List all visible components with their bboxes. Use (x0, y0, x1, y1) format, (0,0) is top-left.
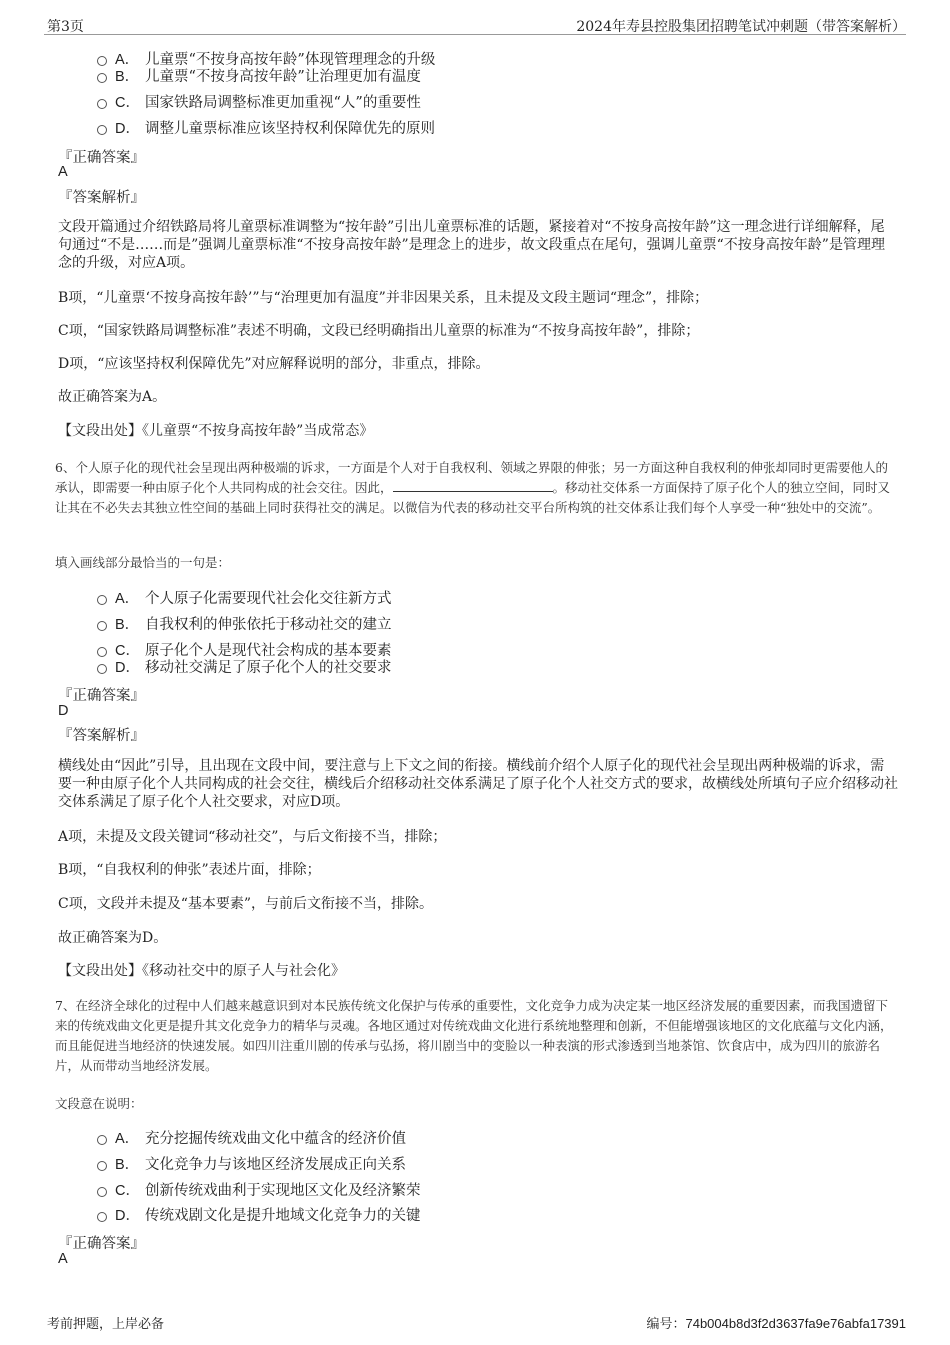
footer-code: 编号：74b004b8d3f2d3637fa9e76abfa17391 (646, 1316, 906, 1332)
q6-option-c[interactable]: C． 原子化个人是现代社会构成的基本要素 (97, 639, 392, 660)
q5-conclusion: 故正确答案为A。 (58, 389, 167, 405)
q6-analysis-main: 横线处由“因此”引导，且出现在文段中间，要注意与上下文之间的衔接。横线前介绍个人原子化的现代社会呈现出两种极端的诉求，需要一种由原子化个人共同构成的社会交往，横线后介绍移动社交体系满足了原子化个人社交方式的要求，故横线处所填句子应介绍移动社交体系满足了原子化个人社交要求，对应D项。 (58, 758, 898, 810)
q5-analysis-b: B项，“儿童票‘不按身高按年龄’”与“治理更加有温度”并非因果关系，且未提及文段主题词“理念”，排除； (58, 290, 709, 306)
q6-analysis-a: A项，未提及文段关键词“移动社交”，与后文衔接不当，排除； (58, 829, 447, 845)
q5-analysis-c: C项，“国家铁路局调整标准”表述不明确，文段已经明确指出儿童票的标准为“不按身高按年龄”，排除； (58, 323, 700, 339)
q6-answer-label: 『正确答案』 (58, 688, 145, 704)
q6-conclusion: 故正确答案为D。 (58, 930, 168, 946)
q5-analysis-main: 文段开篇通过介绍铁路局将儿童票标准调整为“按年龄”引出儿童票标准的话题，紧接着对“不按身高按年龄”这一理念进行详细解释，尾句通过“不是……而是”强调儿童票标准“不按身高按年龄”是理念上的进步，故文段重点在尾句，强调儿童票“不按身高按年龄”是管理理念的升级，对应A项。 (58, 219, 885, 271)
q5-answer: A (58, 164, 68, 180)
q5-option-a[interactable]: A． 儿童票“不按身高按年龄”体现管理理念的升级 (97, 48, 435, 69)
radio-icon[interactable] (97, 1187, 107, 1197)
q7-prompt: 文段意在说明： (55, 1096, 143, 1111)
q5-option-c[interactable]: C． 国家铁路局调整标准更加重视“人”的重要性 (97, 91, 421, 112)
q7-stem: 7、在经济全球化的过程中人们越来越意识到对本民族传统文化保护与传承的重要性，文化竞争力成为决定某一地区经济发展的重要因素，而我国遗留下来的传统戏曲文化更是提升其文化竞争力的精华与灵魂。各地区通过对传统戏曲文化进行系统地整理和创新，不但能增强该地区的文化底蕴与文化内涵，而且能促进当地经济的快速发展。如四川注重川剧的传承与弘扬，将川剧当中的变脸以一种表演的形式渗透到当地茶馆、饮食店中，成为四川的旅游名片，从而带动当地经济发展。 (55, 998, 893, 1073)
header-divider (44, 34, 906, 35)
q7-option-d[interactable]: D． 传统戏剧文化是提升地域文化竞争力的关键 (97, 1204, 421, 1225)
page-number: 第3页 (47, 19, 84, 35)
q7-option-c[interactable]: C． 创新传统戏曲利于实现地区文化及经济繁荣 (97, 1179, 421, 1200)
q7-answer: A (58, 1251, 68, 1267)
footer-slogan: 考前押题，上岸必备 (47, 1317, 165, 1332)
radio-icon[interactable] (97, 73, 107, 83)
radio-icon[interactable] (97, 595, 107, 605)
q6-option-b[interactable]: B． 自我权利的伸张依托于移动社交的建立 (97, 613, 392, 634)
q6-stem: 6、个人原子化的现代社会呈现出两种极端的诉求，一方面是个人对于自我权利、领域之界限的伸张；另一方面这种自我权利的伸张却同时更需要他人的承认，即需要一种由原子化个人共同构成的社会交往。因此， 。移动社交体系一方面保持了原子化个人的独立空间，同时又让其在不必失去其独立性空间的基础上同时获得社交的满足。以微信为代表的移动社交平台所构筑的社交体系让我们每个人享受一种“独处中的交流”。 (55, 460, 891, 515)
q5-analysis-d: D项，“应该坚持权利保障优先”对应解释说明的部分，非重点，排除。 (58, 356, 490, 372)
radio-icon[interactable] (97, 125, 107, 135)
q6-answer: D (58, 703, 69, 719)
document-title: 2024年寿县控股集团招聘笔试冲刺题（带答案解析） (576, 19, 906, 35)
radio-icon[interactable] (97, 99, 107, 109)
q6-analysis-b: B项，“自我权利的伸张”表述片面，排除； (58, 862, 321, 878)
q7-option-b[interactable]: B． 文化竞争力与该地区经济发展成正向关系 (97, 1153, 406, 1174)
radio-icon[interactable] (97, 1135, 107, 1145)
radio-icon[interactable] (97, 664, 107, 674)
q5-option-b[interactable]: B． 儿童票“不按身高按年龄”让治理更加有温度 (97, 65, 421, 86)
q5-answer-label: 『正确答案』 (58, 150, 145, 166)
q6-option-d[interactable]: D． 移动社交满足了原子化个人的社交要求 (97, 656, 392, 677)
q6-source: 【文段出处】《移动社交中的原子人与社会化》 (58, 963, 345, 979)
q5-source: 【文段出处】《儿童票“不按身高按年龄”当成常态》 (58, 423, 374, 439)
radio-icon[interactable] (97, 621, 107, 631)
q6-analysis-c: C项，文段并未提及“基本要素”，与前后文衔接不当，排除。 (58, 896, 434, 912)
answer-blank (393, 479, 553, 492)
q7-option-a[interactable]: A． 充分挖掘传统戏曲文化中蕴含的经济价值 (97, 1127, 406, 1148)
q6-analysis-label: 『答案解析』 (58, 728, 145, 744)
q5-analysis-label: 『答案解析』 (58, 190, 145, 206)
q6-option-a[interactable]: A． 个人原子化需要现代社会化交往新方式 (97, 587, 392, 608)
radio-icon[interactable] (97, 1161, 107, 1171)
q7-answer-label: 『正确答案』 (58, 1236, 145, 1252)
q6-prompt: 填入画线部分最恰当的一句是： (55, 555, 231, 570)
q5-option-d[interactable]: D． 调整儿童票标准应该坚持权利保障优先的原则 (97, 117, 435, 138)
radio-icon[interactable] (97, 1212, 107, 1222)
